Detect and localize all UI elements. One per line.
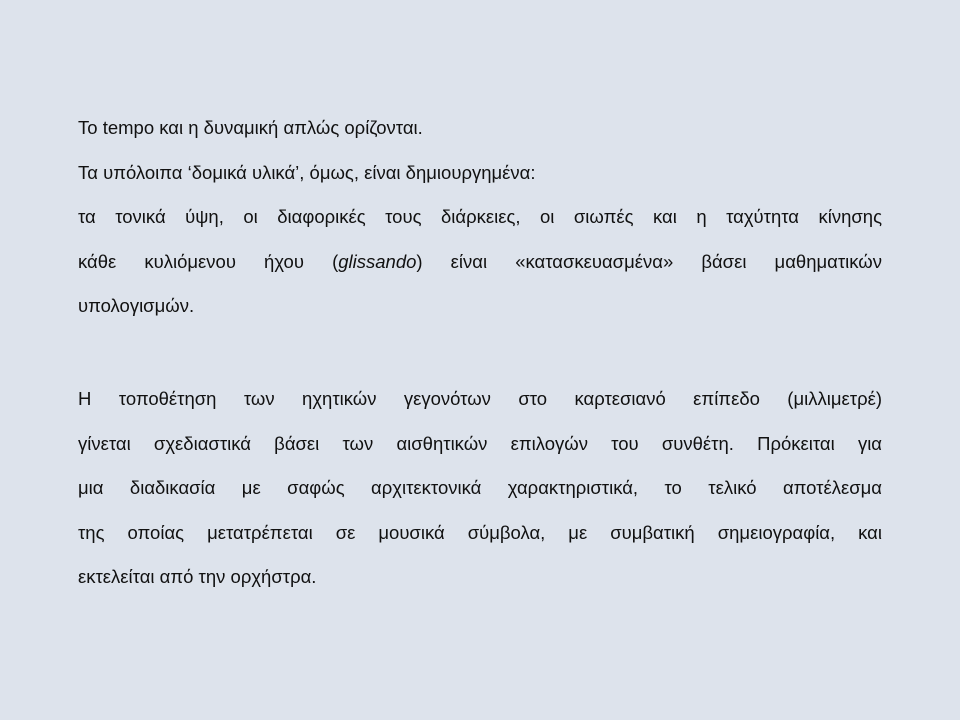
text-line: εκτελείται από την ορχήστρα. xyxy=(78,566,317,587)
text-segment: ) είναι «κατασκευασμένα» βάσει μαθηματικών xyxy=(416,250,882,272)
text-line: μια διαδικασία με σαφώς αρχιτεκτονικά χαρακτηριστικά, το τελικό αποτέλεσμα xyxy=(78,477,882,498)
text-line: τα τονικά ύψη, οι διαφορικές τους διάρκειες, οι σιωπές και η ταχύτητα κίνησης xyxy=(78,206,882,227)
paragraph-tempo-dynamics xyxy=(78,106,882,329)
italic-term: glissando xyxy=(338,250,417,272)
text-line: της οποίας μετατρέπεται σε μουσικά σύμβολα, με συμβατική σημειογραφία, και xyxy=(78,521,882,543)
text-line: Η τοποθέτηση των ηχητικών γεγονότων στο καρτεσιανό επίπεδο (μιλλιμετρέ) xyxy=(78,388,882,409)
text-line xyxy=(78,240,882,285)
text-line: Το tempo και η δυναμική απλώς ορίζονται. xyxy=(78,117,423,138)
text-line: Τα υπόλοιπα ‘δομικά υλικά’, όμως, είναι δημιουργημένα: xyxy=(78,161,536,183)
text-line: γίνεται σχεδιαστικά βάσει των αισθητικών επιλογών του συνθέτη. Πρόκειται για xyxy=(78,432,882,454)
text-line: υπολογισμών. xyxy=(78,295,195,316)
paragraph-cartesian-placement xyxy=(78,377,882,600)
text-segment: κάθε κυλιόμενου ήχου ( xyxy=(78,250,339,272)
